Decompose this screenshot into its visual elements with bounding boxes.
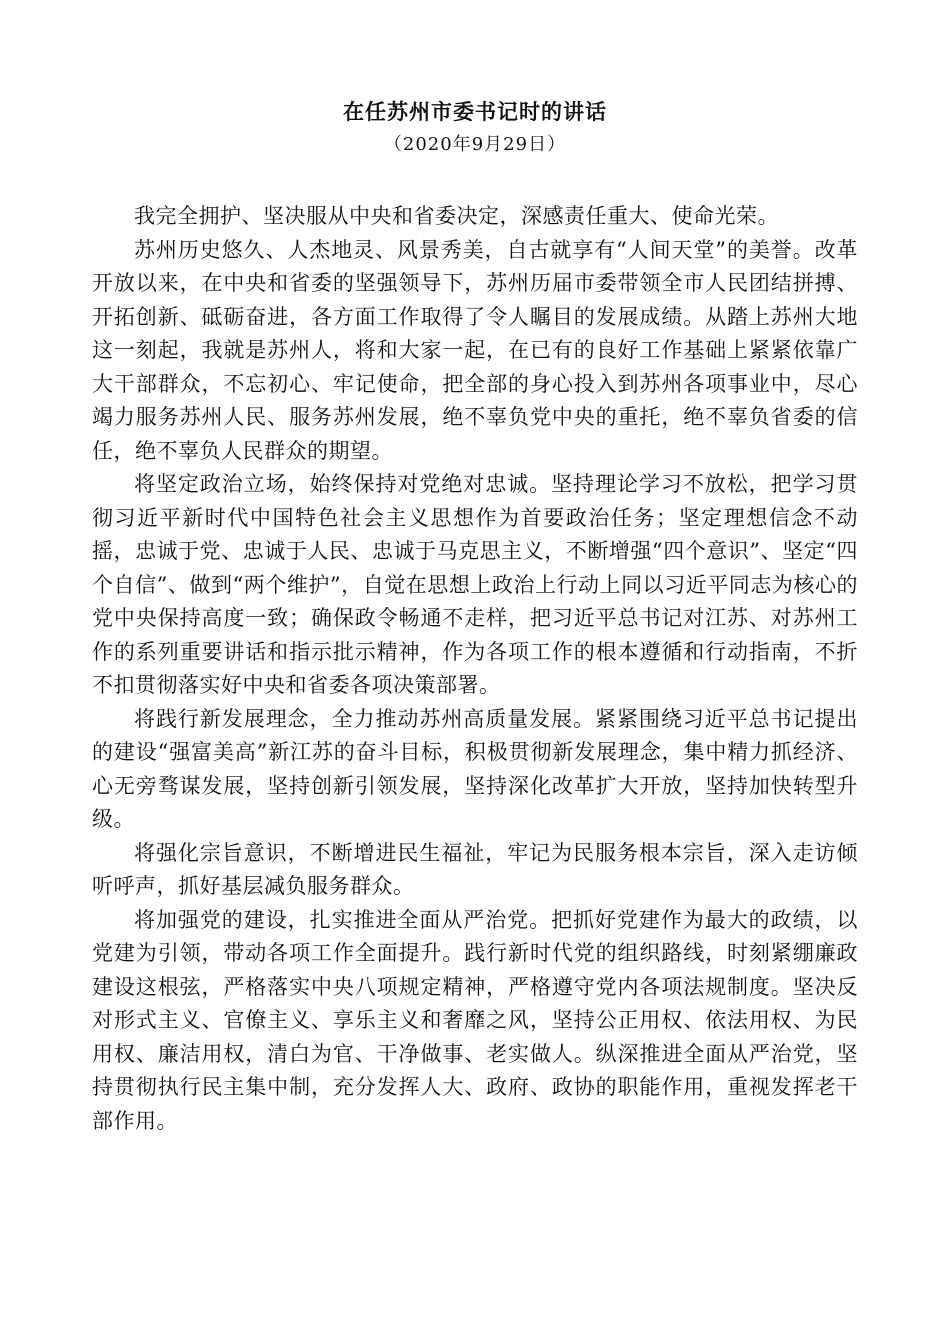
paragraph-1: 我完全拥护、坚决服从中央和省委决定，深感责任重大、使命光荣。 bbox=[134, 204, 779, 228]
paragraph-2: 苏州历史悠久、人杰地灵、风景秀美，自古就享有“人间天堂”的美誉。改革开放以来，在中央和省委的坚强领导下，苏州历届市委带领全市人民团结拼搏、开拓创新、砥砺奋进，各方面工作取得了令人瞩目的发展成绩。从踏上苏州大地这一刻起，我就是苏州人，将和大家一起，在已有的良好工作基础上紧紧依靠广大干部群众，不忘初心、牢记使命，把全部的身心投入到苏州各项事业中，尽心竭力服务苏州人民、服务苏州发展，绝不辜负党中央的重托，绝不辜负省委的信任，绝不辜负人民群众的期望。 bbox=[92, 237, 858, 463]
paragraph-6: 将加强党的建设，扎实推进全面从严治党。把抓好党建作为最大的政绩，以党建为引领，带动各项工作全面提升。践行新时代党的组织路线，时刻紧绷廉政建设这根弦，严格落实中央八项规定精神，严格遵守党内各项法规制度。坚决反对形式主义、官僚主义、享乐主义和奢靡之风，坚持公正用权、依法用权、为民用权、廉洁用权，清白为官、干净做事、老实做人。纵深推进全面从严治党，坚持贯彻执行民主集中制，充分发挥人大、政府、政协的职能作用，重视发挥老干部作用。 bbox=[92, 907, 858, 1133]
document-body bbox=[92, 200, 858, 1138]
paragraph-5: 将强化宗旨意识，不断增进民生福祉，牢记为民服务根本宗旨，深入走访倾听呼声，抓好基层减负服务群众。 bbox=[92, 840, 858, 898]
document-date: （2020年9月29日） bbox=[383, 134, 567, 155]
paragraph-3: 将坚定政治立场，始终保持对党绝对忠诚。坚持理论学习不放松，把学习贯彻习近平新时代中国特色社会主义思想作为首要政治任务；坚定理想信念不动摇，忠诚于党、忠诚于人民、忠诚于马克思主义，不断增强“四个意识”、坚定“四个自信”、做到“两个维护”，自觉在思想上政治上行动上同以习近平同志为核心的党中央保持高度一致；确保政令畅通不走样，把习近平总书记对江苏、对苏州工作的系列重要讲话和指示批示精神，作为各项工作的根本遵循和行动指南，不折不扣贯彻落实好中央和省委各项决策部署。 bbox=[92, 472, 858, 697]
document-title: 在任苏州市委书记时的讲话 bbox=[343, 99, 607, 124]
paragraph-4: 将践行新发展理念，全力推动苏州高质量发展。紧紧围绕习近平总书记提出的建设“强富美高”新江苏的奋斗目标，积极贯彻新发展理念，集中精力抓经济、心无旁骛谋发展，坚持创新引领发展，坚持深化改革扩大开放，坚持加快转型升级。 bbox=[92, 706, 858, 831]
